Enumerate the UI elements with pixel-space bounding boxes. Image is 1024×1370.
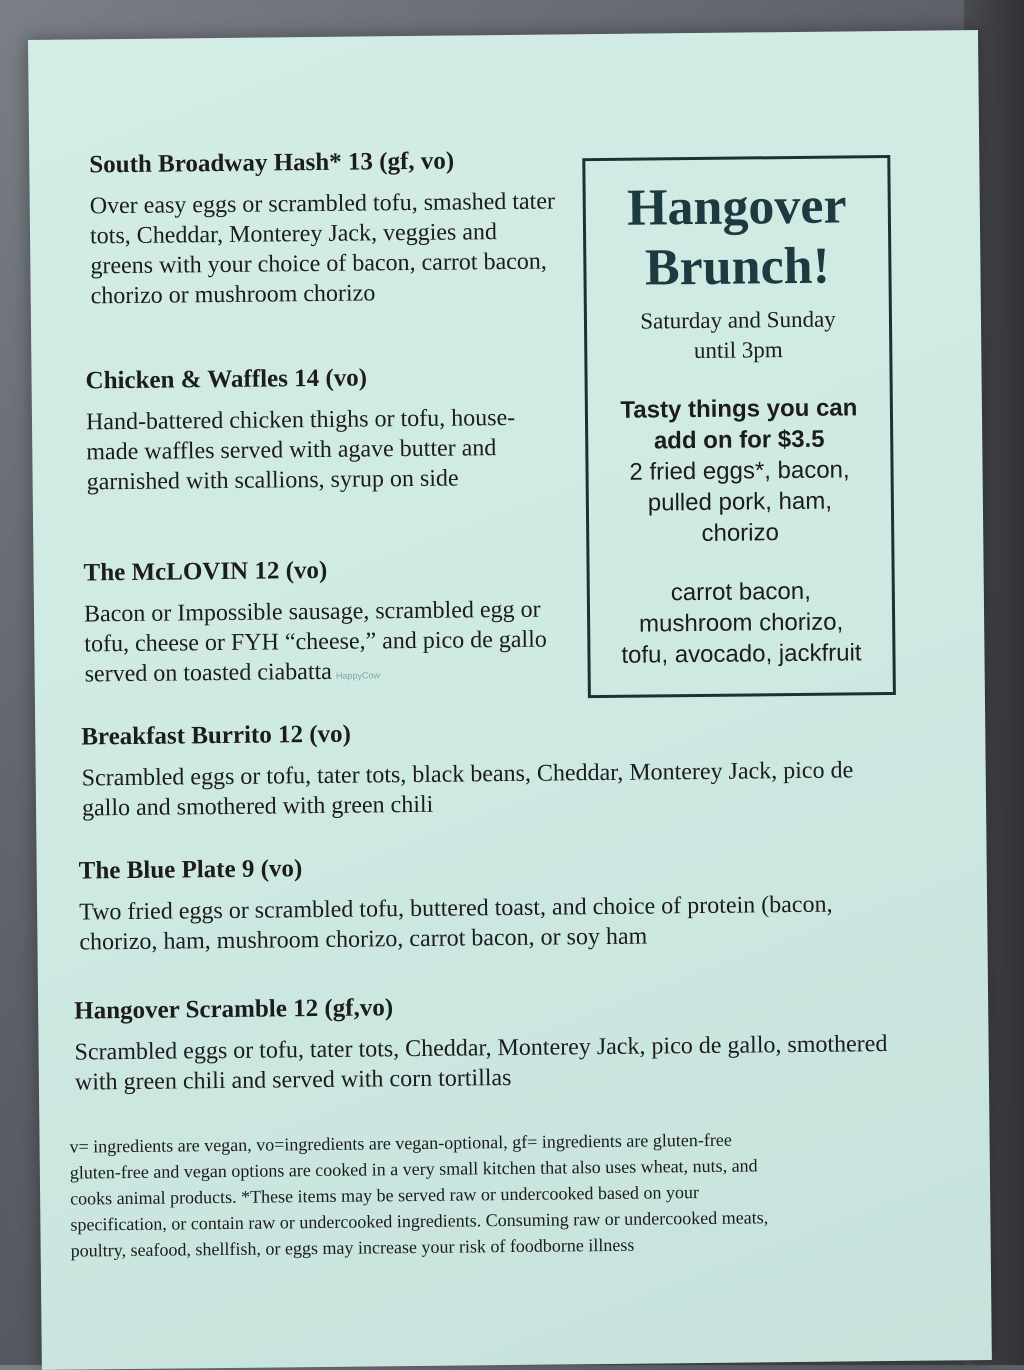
menu-item-title: Chicken & Waffles 14 (vo) [85,364,368,395]
menu-card [28,30,992,1370]
hangover-brunch-box [582,155,896,698]
addon-line: pulled pork, ham, [647,487,833,517]
footnote-line: v= ingredients are vegan, vo=ingredients are vegan-optional, gf= ingredients are gluten-free [69,1129,732,1157]
promo-title [585,176,888,299]
menu-item-chicken-waffles [85,362,556,497]
addon-line: tofu, avocado, jackfruit [621,639,862,669]
footnote-line: cooks animal products. *These items may be served raw or undercooked based on your [70,1182,700,1209]
menu-item-title: Hangover Scramble 12 (gf,vo) [74,994,394,1025]
menu-item-mclovin [83,555,554,694]
menu-item-hangover-scramble [74,989,915,1098]
menu-item-description: Hand-battered chicken thighs or tofu, house-made waffles served with agave butter and garnished with scallions, syrup on side [85,404,516,496]
menu-item-breakfast-burrito [81,715,902,824]
menu-item-description-text: Bacon or Impossible sausage, scrambled egg or tofu, cheese or FYH “cheese,” and pico de gallo served on toasted ciabatta [83,596,547,688]
menu-item-title: Breakfast Burrito 12 (vo) [81,720,352,751]
menu-item-blue-plate [79,849,900,958]
addon-heading-line: Tasty things you can [620,394,858,424]
menu-item-south-broadway-hash [89,146,561,311]
addon-list [588,454,891,550]
menu-footnote [69,1125,920,1264]
addon-line: mushroom chorizo, [638,608,844,638]
promo-days-line: Saturday and Sunday [640,306,836,334]
happycow-watermark: HappyCow [335,670,380,681]
menu-item-description: Two fried eggs or scrambled tofu, buttered toast, and choice of protein (bacon, chorizo, ham, mushroom chorizo, carrot bacon, or soy ham [79,891,833,956]
promo-title-line: Brunch! [644,237,831,297]
promo-title-line: Hangover [626,177,847,237]
addon-line: chorizo [701,519,780,547]
menu-item-description: Scrambled eggs or tofu, tater tots, black beans, Cheddar, Monterey Jack, pico de gallo and smothered with green chili [81,757,854,822]
promo-days [587,304,890,367]
menu-item-title: South Broadway Hash* 13 (gf, vo) [89,147,455,179]
addon-heading [588,392,891,457]
promo-days-line: until 3pm [693,337,783,364]
footnote-line: poultry, seafood, shellfish, or eggs may increase your risk of foodborne illness [70,1234,635,1261]
footnote-line: specification, or contain raw or undercooked ingredients. Consuming raw or undercooked meats, [70,1207,769,1235]
menu-item-description [84,595,555,694]
addon-heading-line: add on for $3.5 [653,425,825,455]
menu-item-title: The Blue Plate 9 (vo) [78,855,303,885]
addon-line: 2 fried eggs*, bacon, [629,456,850,486]
menu-item-description: Over easy eggs or scrambled tofu, smashed tater tots, Cheddar, Monterey Jack, veggies and greens with your choice of bacon, carrot bacon, chorizo or mushroom chorizo [89,188,556,310]
footnote-line: gluten-free and vegan options are cooked in a very small kitchen that also uses wheat, nuts, and [69,1155,758,1183]
addon-list-vegan [590,575,893,671]
menu-item-description: Scrambled eggs or tofu, tater tots, Cheddar, Monterey Jack, pico de gallo, smothered with green chili and served with corn tortillas [74,1031,888,1096]
menu-item-title: The McLOVIN 12 (vo) [83,556,328,587]
addon-line: carrot bacon, [670,577,811,607]
